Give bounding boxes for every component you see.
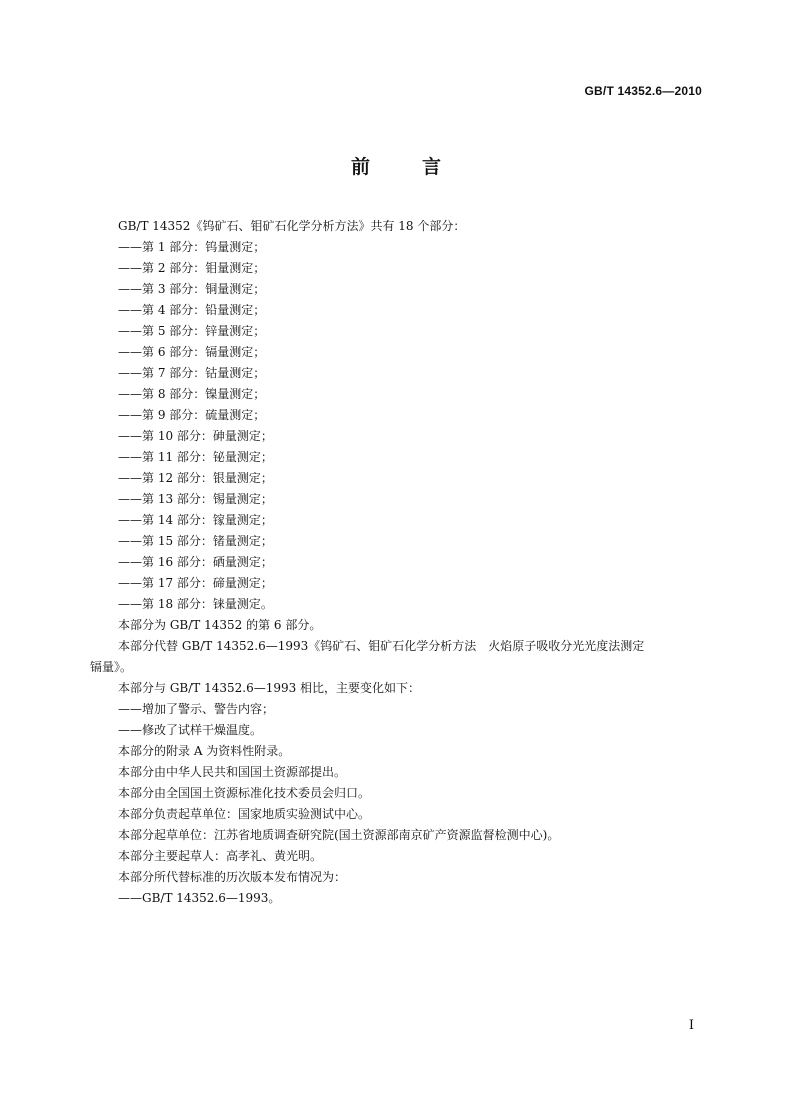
paragraph: 本部分的附录 A 为资料性附录。: [118, 744, 291, 758]
paragraph: 本部分起草单位：江苏省地质调查研究院(国土资源部南京矿产资源监督检测中心)。: [118, 828, 560, 842]
paragraph-intro: GB/T 14352《钨矿石、钼矿石化学分析方法》共有 18 个部分：: [118, 219, 466, 233]
standard-code: GB/T 14352.6—2010: [584, 84, 702, 98]
list-item: ——第 6 部分：镉量测定；: [118, 345, 266, 359]
list-item: ——GB/T 14352.6—1993。: [118, 891, 281, 905]
list-item: ——修改了试样干燥温度。: [118, 723, 263, 737]
list-item: ——第 12 部分：银量测定；: [118, 471, 273, 485]
list-item: ——第 18 部分：铼量测定。: [118, 597, 273, 611]
list-item: ——第 5 部分：锌量测定；: [118, 324, 266, 338]
paragraph: 本部分为 GB/T 14352 的第 6 部分。: [118, 618, 322, 632]
paragraph-continuation: 镉量》。: [90, 660, 133, 674]
list-item: ——第 16 部分：硒量测定；: [118, 555, 273, 569]
list-item: ——第 10 部分：砷量测定；: [118, 429, 273, 443]
paragraph: 本部分代替 GB/T 14352.6—1993《钨矿石、钼矿石化学分析方法 火焰原子吸收分光光度法测定: [118, 639, 645, 653]
paragraph: 本部分由中华人民共和国国土资源部提出。: [118, 765, 347, 779]
list-item: ——增加了警示、警告内容；: [118, 702, 275, 716]
paragraph: 本部分负责起草单位：国家地质实验测试中心。: [118, 807, 371, 821]
list-item: ——第 3 部分：铜量测定；: [118, 282, 266, 296]
list-item: ——第 4 部分：铅量测定；: [118, 303, 266, 317]
list-item: ——第 8 部分：镍量测定；: [118, 387, 266, 401]
page-number: I: [688, 1018, 694, 1033]
list-item: ——第 15 部分：锗量测定；: [118, 534, 273, 548]
list-item: ——第 11 部分：铋量测定；: [118, 450, 273, 464]
list-item: ——第 2 部分：钼量测定；: [118, 261, 266, 275]
paragraph: 本部分所代替标准的历次版本发布情况为：: [118, 870, 347, 884]
paragraph: 本部分由全国国土资源标准化技术委员会归口。: [118, 786, 371, 800]
list-item: ——第 13 部分：锡量测定；: [118, 492, 273, 506]
list-item: ——第 14 部分：镓量测定；: [118, 513, 273, 527]
list-item: ——第 7 部分：钴量测定；: [118, 366, 266, 380]
foreword-body: [90, 216, 704, 909]
list-item: ——第 1 部分：钨量测定；: [118, 240, 266, 254]
list-item: ——第 17 部分：碲量测定；: [118, 576, 273, 590]
paragraph: 本部分与 GB/T 14352.6—1993 相比，主要变化如下：: [118, 681, 421, 695]
paragraph: 本部分主要起草人：高孝礼、黄光明。: [118, 849, 323, 863]
page-title: 前言: [350, 156, 493, 178]
list-item: ——第 9 部分：硫量测定；: [118, 408, 266, 422]
